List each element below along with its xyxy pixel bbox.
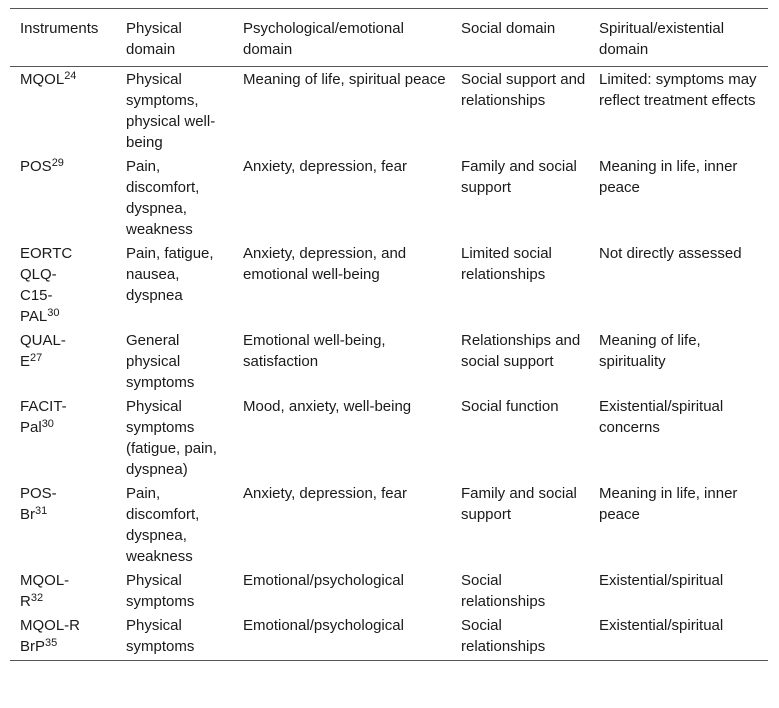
psychological-domain-cell: Mood, anxiety, well-being xyxy=(243,398,412,415)
physical-domain-cell: Physical symptoms, physical well-being xyxy=(126,71,216,151)
table-row xyxy=(10,481,768,568)
header-row xyxy=(10,9,768,67)
spiritual-domain-cell: Existential/spiritual xyxy=(599,572,724,589)
reference-superscript: 32 xyxy=(30,592,44,604)
physical-domain-cell: Pain, fatigue, nausea, dyspnea xyxy=(126,245,214,304)
instrument-name-cell xyxy=(10,394,116,481)
header-physical-domain: Physical domain xyxy=(126,20,182,58)
table-row xyxy=(10,241,768,328)
table-body xyxy=(10,67,768,661)
reference-superscript: 31 xyxy=(35,505,48,517)
instrument-name-part: QUAL- xyxy=(20,332,66,349)
instruments-comparison-table xyxy=(10,8,768,661)
physical-domain-cell: Physical symptoms xyxy=(126,617,195,655)
instrument-name-cell xyxy=(10,154,116,241)
instrument-name-part: R xyxy=(20,593,31,610)
instrument-name-part: POS xyxy=(20,158,52,175)
table-row xyxy=(10,613,768,661)
psychological-domain-cell: Anxiety, depression, fear xyxy=(243,158,407,175)
physical-domain-cell: Pain, discomfort, dyspnea, weakness xyxy=(126,158,200,238)
table-row xyxy=(10,394,768,481)
instrument-name-part: QLQ- xyxy=(20,266,57,283)
spiritual-domain-cell: Not directly assessed xyxy=(599,245,742,262)
spiritual-domain-cell: Existential/spiritual xyxy=(599,617,724,634)
table-row xyxy=(10,154,768,241)
instrument-name-part: BrP xyxy=(20,638,46,655)
instrument-name-cell xyxy=(10,568,116,613)
table-row xyxy=(10,328,768,394)
social-domain-cell: Relationships and social support xyxy=(461,332,581,370)
spiritual-domain-cell: Meaning in life, inner peace xyxy=(599,485,738,523)
instrument-name-part: MQOL xyxy=(20,71,65,88)
instrument-name-cell xyxy=(10,481,116,568)
psychological-domain-cell: Emotional/psychological xyxy=(243,617,404,634)
physical-domain-cell: Physical symptoms xyxy=(126,572,195,610)
header-spiritual-domain: Spiritual/existential domain xyxy=(599,20,725,58)
physical-domain-cell: Physical symptoms (fatigue, pain, dyspnea) xyxy=(126,398,217,478)
header-instruments: Instruments xyxy=(20,20,99,37)
header-social-domain: Social domain xyxy=(461,20,556,37)
social-domain-cell: Limited social relationships xyxy=(461,245,552,283)
instrument-name-cell xyxy=(10,328,116,394)
instrument-name-part: Br xyxy=(20,506,35,523)
spiritual-domain-cell: Meaning in life, inner peace xyxy=(599,158,738,196)
header-psychological-domain: Psychological/emotional domain xyxy=(243,20,404,58)
social-domain-cell: Social function xyxy=(461,398,559,415)
instrument-name-cell xyxy=(10,67,116,155)
instrument-name-part: E xyxy=(20,353,31,370)
table-row xyxy=(10,67,768,155)
instrument-name-part: MQOL-R xyxy=(20,617,80,634)
instrument-name-part: POS- xyxy=(20,485,57,502)
instrument-name-part: C15- xyxy=(20,287,53,304)
instrument-name-part: PAL xyxy=(20,308,48,325)
spiritual-domain-cell: Existential/spiritual concerns xyxy=(599,398,724,436)
instrument-name-part: FACIT- xyxy=(20,398,67,415)
table-row xyxy=(10,568,768,613)
physical-domain-cell: General physical symptoms xyxy=(126,332,195,391)
instrument-name-cell xyxy=(10,613,116,661)
reference-superscript: 35 xyxy=(45,637,58,649)
spiritual-domain-cell: Limited: symptoms may reflect treatment effects xyxy=(599,71,757,109)
social-domain-cell: Social relationships xyxy=(461,572,546,610)
instrument-name-cell xyxy=(10,241,116,328)
reference-superscript: 24 xyxy=(64,70,77,82)
spiritual-domain-cell: Meaning of life, spirituality xyxy=(599,332,701,370)
social-domain-cell: Social relationships xyxy=(461,617,546,655)
instrument-name-part: EORTC xyxy=(20,245,73,262)
psychological-domain-cell: Anxiety, depression, fear xyxy=(243,485,407,502)
instrument-name-part: MQOL- xyxy=(20,572,70,589)
physical-domain-cell: Pain, discomfort, dyspnea, weakness xyxy=(126,485,200,565)
reference-superscript: 29 xyxy=(51,157,64,169)
social-domain-cell: Family and social support xyxy=(461,158,577,196)
social-domain-cell: Family and social support xyxy=(461,485,577,523)
reference-superscript: 30 xyxy=(41,418,54,430)
reference-superscript: 30 xyxy=(47,307,60,319)
instrument-name-part: Pal xyxy=(20,419,42,436)
psychological-domain-cell: Emotional/psychological xyxy=(243,572,404,589)
reference-superscript: 27 xyxy=(30,352,43,364)
psychological-domain-cell: Emotional well-being, satisfaction xyxy=(243,332,386,370)
psychological-domain-cell: Anxiety, depression, and emotional well-being xyxy=(243,245,407,283)
social-domain-cell: Social support and relationships xyxy=(461,71,586,109)
psychological-domain-cell: Meaning of life, spiritual peace xyxy=(243,71,446,88)
